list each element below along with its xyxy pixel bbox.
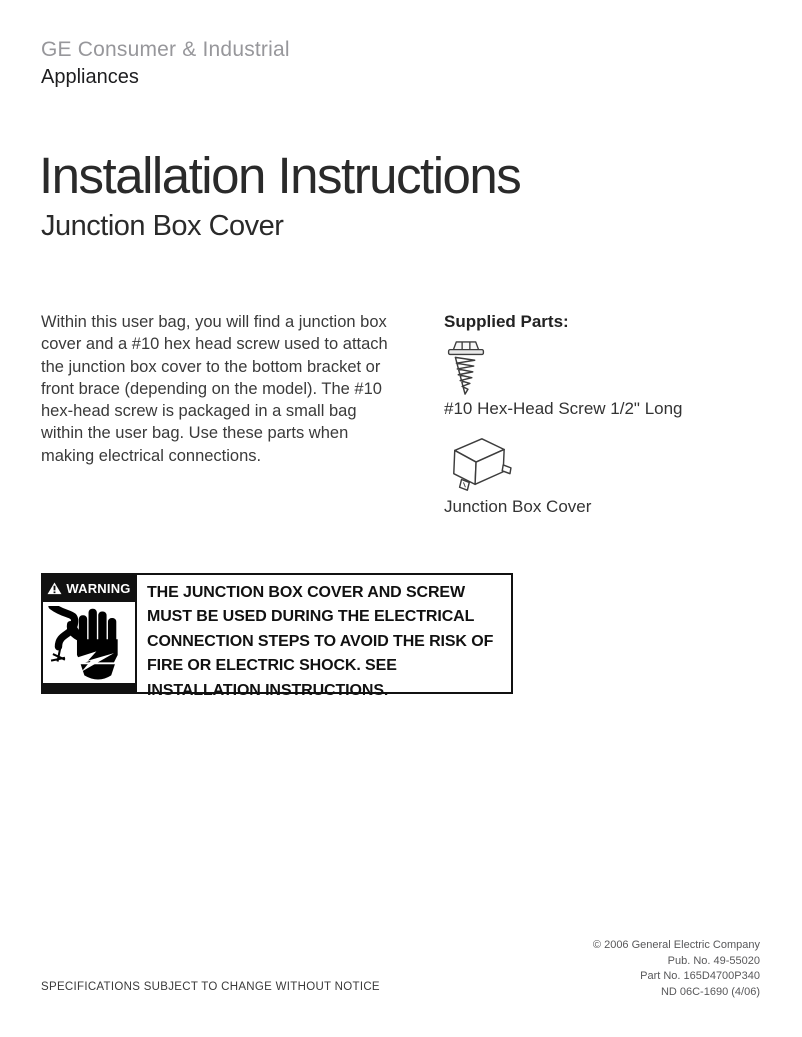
pub-number: Pub. No. 49-55020: [667, 954, 760, 967]
brand-division-name: Appliances: [41, 66, 139, 88]
hex-screw-icon: [444, 339, 488, 397]
page-subtitle: Junction Box Cover: [41, 210, 284, 242]
hex-screw-label: #10 Hex-Head Screw 1/2" Long: [444, 399, 683, 418]
warning-icon-panel: [43, 575, 137, 692]
junction-box-icon: [442, 433, 514, 495]
specifications-notice: SPECIFICATIONS SUBJECT TO CHANGE WITHOUT NOTICE: [41, 981, 380, 993]
brand-header: [41, 38, 290, 89]
electric-shock-hazard-icon: [43, 602, 135, 683]
warning-footer-bar: [43, 683, 135, 692]
part-number: Part No. 165D4700P340: [640, 970, 760, 983]
junction-box-label: Junction Box Cover: [444, 497, 592, 516]
warning-header-bar: [43, 575, 135, 602]
brand-company-name: GE Consumer & Industrial: [41, 38, 290, 61]
junction-box-illustration: [442, 433, 774, 495]
page-title: Installation Instructions: [39, 147, 521, 204]
intro-paragraph: Within this user bag, you will find a junction box cover and a #10 hex head screw used to attach the junction box cover to the bottom bracket or front brace (depending on the model). The #10 hex-head screw is packaged in a small bag within the user bag. Use these parts when making electrical connections.: [41, 313, 388, 465]
warning-triangle-icon: [47, 582, 62, 595]
warning-label: WARNING: [66, 581, 131, 596]
supplied-parts-section: [444, 312, 774, 517]
supplied-parts-heading: Supplied Parts:: [444, 312, 569, 331]
warning-panel: [41, 573, 513, 699]
copyright-line: © 2006 General Electric Company: [592, 939, 760, 951]
warning-text: THE JUNCTION BOX COVER AND SCREW MUST BE USED DURING THE ELECTRICAL CONNECTION STEPS TO AVOID THE RISK OF FIRE OR ELECTRIC SHOCK. SEE INSTALLATION INSTRUCTIONS.: [147, 584, 494, 699]
print-code: ND 06C-1690 (4/06): [660, 985, 760, 998]
hex-screw-illustration: [444, 339, 774, 397]
publication-info: [593, 938, 760, 1000]
